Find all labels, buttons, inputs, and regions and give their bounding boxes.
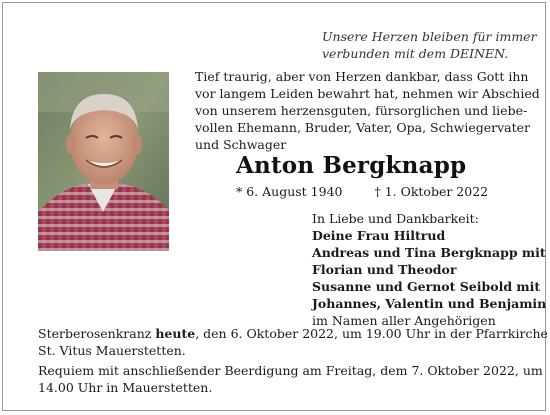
motto-line-1: Unsere Herzen bleiben für immer: [322, 29, 537, 44]
intro-line: vollen Ehemann, Bruder, Vater, Opa, Schwiegervater: [195, 120, 531, 135]
requiem-line-2: 14.00 Uhr in Mauerstetten.: [38, 380, 213, 395]
intro-line: vor langem Leiden bewahrt hat, nehmen wir Abschied: [195, 86, 540, 101]
service-info: [38, 325, 548, 396]
mourners-list: [312, 210, 546, 329]
portrait-image: [38, 72, 169, 251]
mourners-intro: In Liebe und Dankbarkeit:: [312, 211, 479, 226]
rosary-text: Sterberosenkranz: [38, 326, 156, 341]
deceased-name: Anton Bergknapp: [236, 152, 467, 179]
rosary-line-1: [38, 325, 548, 342]
intro-line: von unserem herzensguten, fürsorglichen und liebe-: [195, 103, 528, 118]
mourners-closing: im Namen aller Angehörigen: [312, 313, 496, 328]
rosary-text: , den 6. Oktober 2022, um 19.00 Uhr in der Pfarrkirche: [195, 326, 548, 341]
mourner-line: Florian und Theodor: [312, 262, 457, 277]
motto-line-2: verbunden mit dem DEINEN.: [322, 46, 509, 61]
intro-line: und Schwager: [195, 137, 287, 152]
birth-date: * 6. August 1940: [236, 184, 343, 199]
mourner-line: Deine Frau Hiltrud: [312, 228, 446, 243]
mourner-line: Andreas und Tina Bergknapp mit: [312, 245, 546, 260]
life-dates: [236, 184, 488, 199]
rosary-line-2: St. Vitus Mauerstetten.: [38, 343, 186, 358]
motto: [322, 28, 537, 62]
portrait-photo: [38, 72, 169, 251]
intro-text: [195, 68, 540, 153]
death-date: † 1. Oktober 2022: [374, 184, 489, 199]
intro-line: Tief traurig, aber von Herzen dankbar, dass Gott ihn: [195, 69, 529, 84]
requiem-line-1: Requiem mit anschließender Beerdigung am Freitag, dem 7. Oktober 2022, um: [38, 363, 543, 378]
rosary-today: heute: [155, 326, 196, 341]
mourner-line: Susanne und Gernot Seibold mit: [312, 279, 541, 294]
mourner-line: Johannes, Valentin und Benjamin: [312, 296, 547, 311]
